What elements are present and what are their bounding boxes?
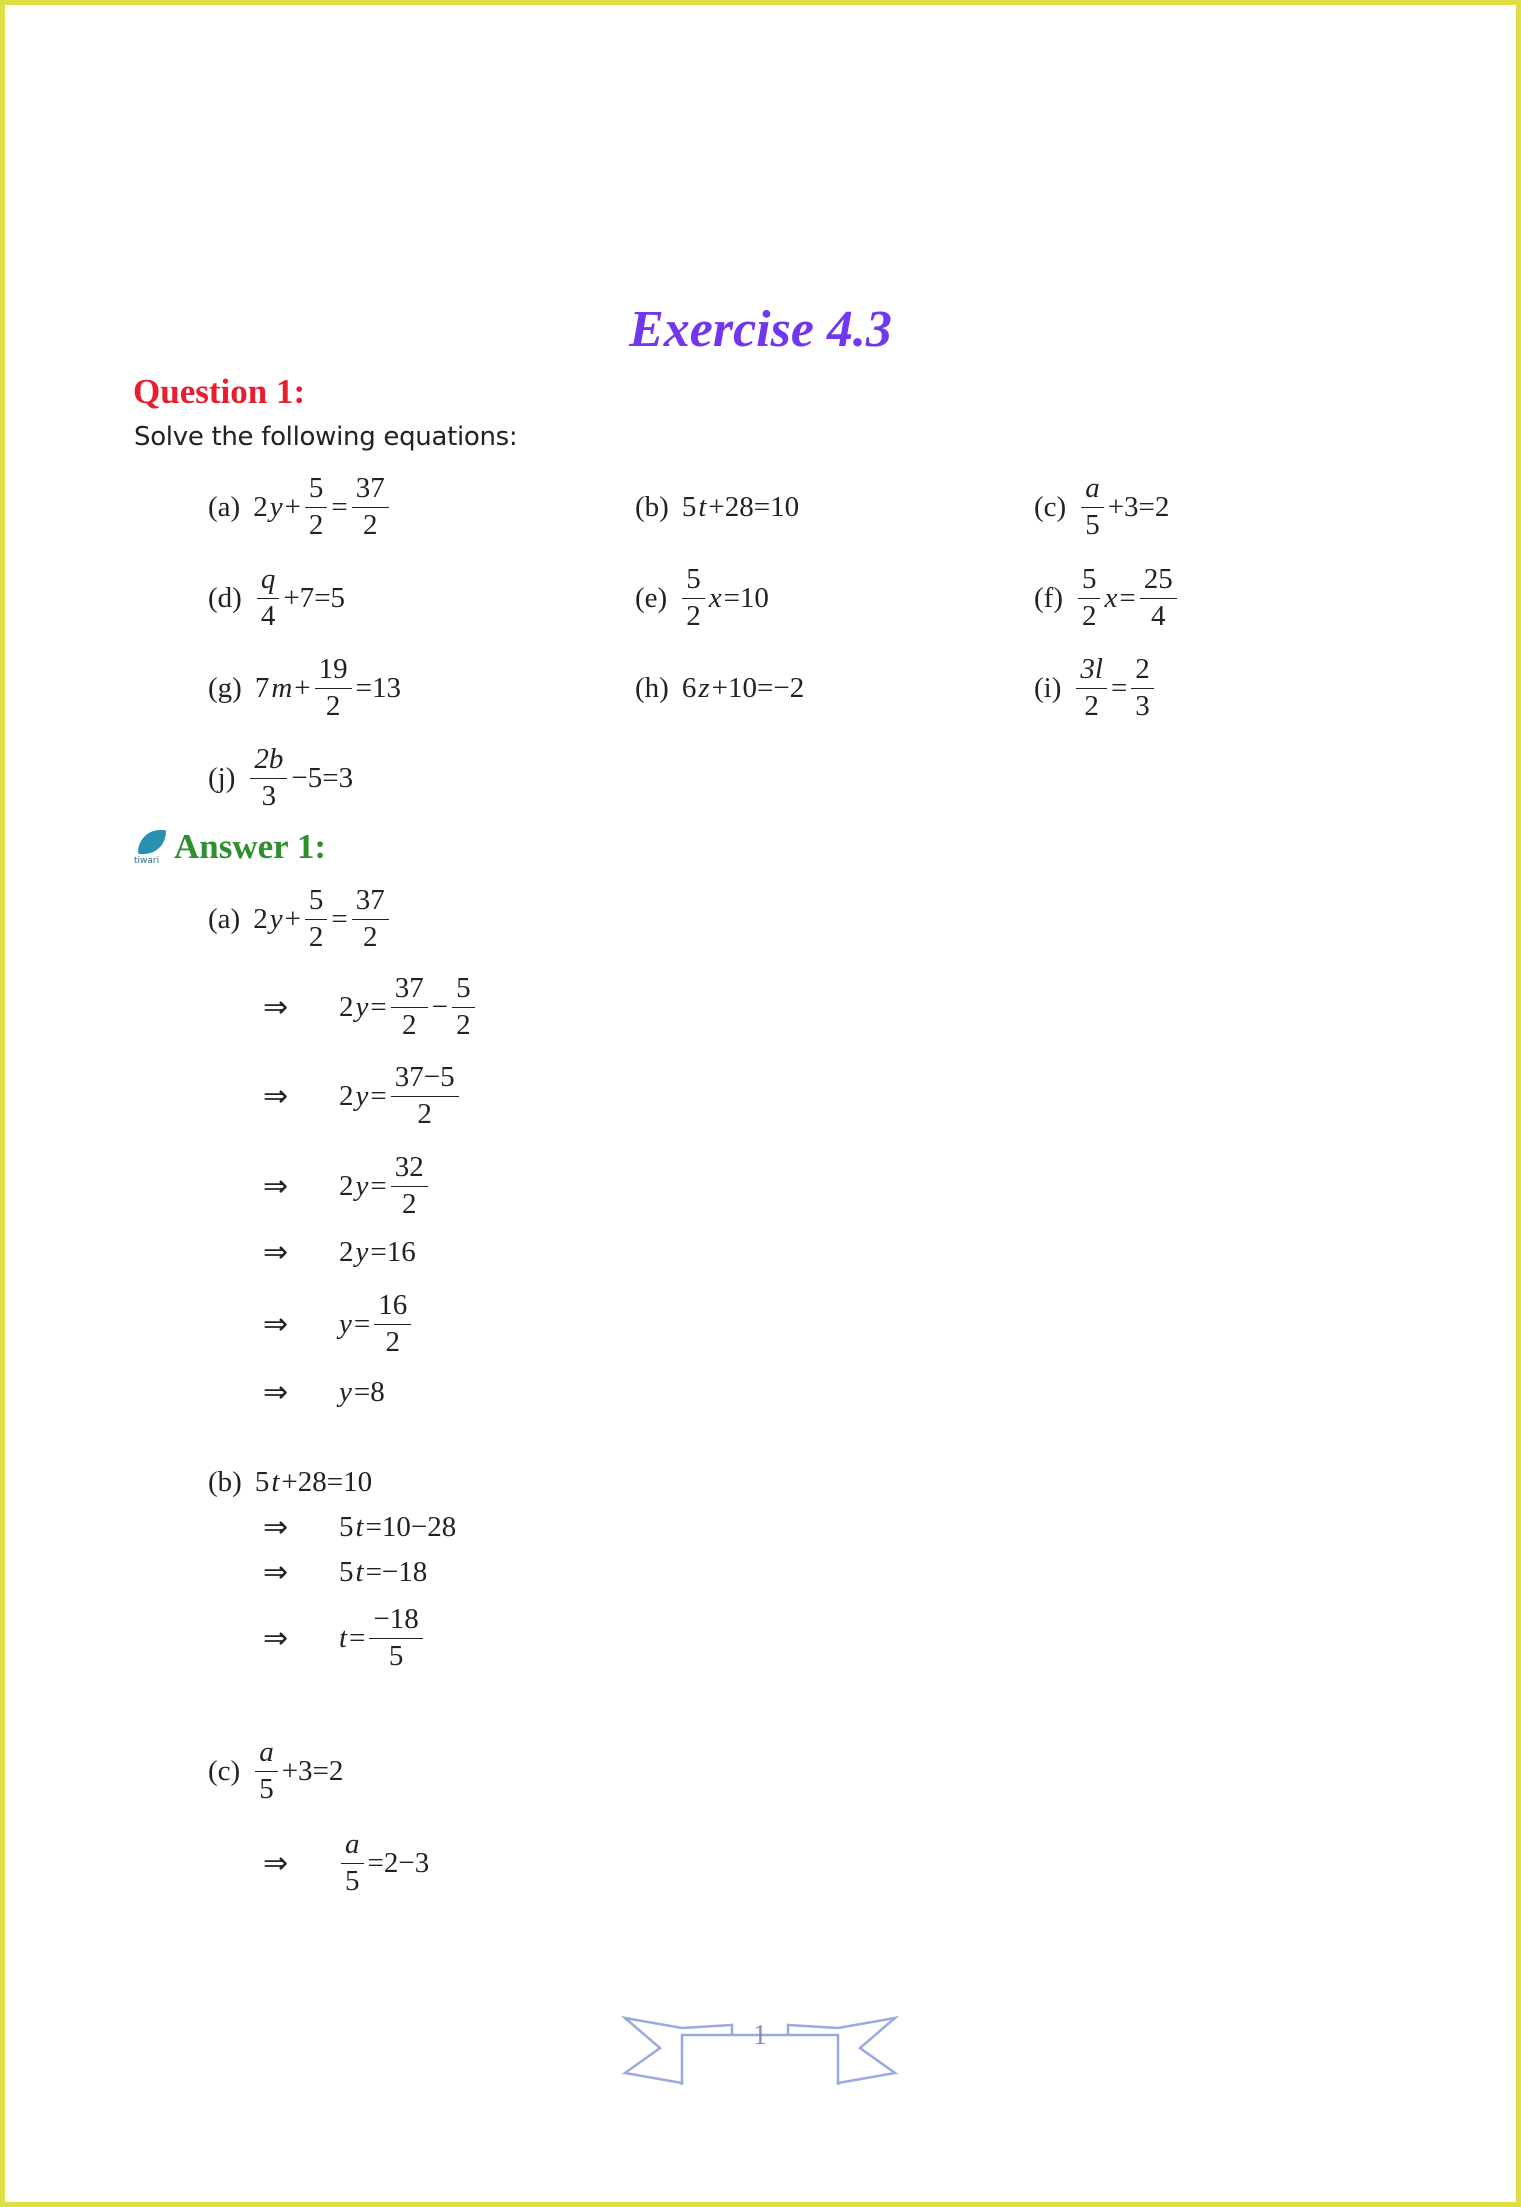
question-item xyxy=(208,553,346,643)
equation xyxy=(254,564,346,632)
equation xyxy=(681,491,800,524)
fraction-numerator: 37 xyxy=(394,972,424,1005)
exercise-title: Exercise 4.3 xyxy=(629,301,892,358)
fraction-numerator: 16 xyxy=(378,1289,408,1322)
fraction xyxy=(315,654,352,722)
equation-text: +3=2 xyxy=(1107,490,1170,523)
equation-text: + xyxy=(294,671,311,704)
fraction xyxy=(255,1737,278,1805)
equation-text: 2 xyxy=(253,902,268,935)
equation-variable: t xyxy=(355,1555,364,1588)
equation-text: −5=3 xyxy=(291,761,354,794)
equation-text: =10−28 xyxy=(365,1510,457,1543)
fraction-numerator: 5 xyxy=(1081,563,1097,596)
question-item xyxy=(208,643,402,733)
equation-variable: x xyxy=(1104,581,1118,614)
implies-arrow-icon: ⇒ xyxy=(263,1621,289,1655)
fraction xyxy=(257,564,280,632)
equation-variable: t xyxy=(339,1621,348,1654)
fraction-numerator: 37 xyxy=(355,472,385,505)
equation-variable: t xyxy=(271,1465,280,1498)
fraction-denominator: 5 xyxy=(1081,507,1104,541)
fraction-denominator: 3 xyxy=(250,778,287,812)
question-item xyxy=(208,462,392,552)
fraction xyxy=(352,473,389,541)
fraction-denominator: 2 xyxy=(305,507,328,541)
fraction-numerator: −18 xyxy=(373,1603,419,1636)
equation-variable: m xyxy=(271,671,293,704)
item-label: (c) xyxy=(1034,490,1067,523)
equation-text: = xyxy=(331,490,348,523)
equation-text: + xyxy=(284,490,301,523)
fraction-denominator: 2 xyxy=(452,1007,475,1041)
fraction xyxy=(1131,654,1154,722)
fraction-denominator: 4 xyxy=(257,598,280,632)
fraction xyxy=(1078,564,1101,632)
equation-variable: y xyxy=(339,1375,352,1408)
implies-arrow-icon: ⇒ xyxy=(263,1169,289,1203)
question-item xyxy=(208,733,354,823)
fraction-denominator: 2 xyxy=(391,1007,428,1041)
equation-text: 6 xyxy=(681,671,697,704)
fraction xyxy=(1076,654,1107,722)
fraction-numerator: a xyxy=(259,1736,274,1769)
fraction xyxy=(682,564,705,632)
fraction-denominator: 2 xyxy=(315,688,352,722)
part-label: (a) xyxy=(208,902,241,935)
equation-text: = xyxy=(331,902,348,935)
fraction-denominator: 2 xyxy=(391,1186,428,1220)
implies-arrow-icon: ⇒ xyxy=(263,1846,289,1880)
question-item xyxy=(635,553,770,643)
item-label: (g) xyxy=(208,671,242,704)
equation xyxy=(1078,473,1170,541)
implies-arrow-icon: ⇒ xyxy=(263,990,289,1024)
equation-text: +28=10 xyxy=(281,1465,373,1498)
equation xyxy=(252,473,392,541)
answer-part-header xyxy=(208,1726,344,1816)
equation xyxy=(247,744,354,812)
equation xyxy=(338,1236,417,1269)
equation-variable: t xyxy=(698,490,707,523)
equation-text: 5 xyxy=(254,1465,270,1498)
equation-text: +10=−2 xyxy=(711,671,805,704)
equation-text: 2 xyxy=(339,1079,354,1112)
fraction-denominator: 5 xyxy=(341,1863,364,1897)
equation-text: 7 xyxy=(254,671,270,704)
fraction-denominator: 5 xyxy=(255,1771,278,1805)
equation xyxy=(681,672,805,705)
fraction-numerator: a xyxy=(1085,472,1100,505)
answer-step xyxy=(263,962,663,1052)
equation xyxy=(252,1737,344,1805)
item-label: (d) xyxy=(208,581,242,614)
equation xyxy=(338,1604,426,1672)
fraction-numerator: 37−5 xyxy=(394,1061,455,1094)
equation-text: =8 xyxy=(353,1375,385,1408)
fraction xyxy=(391,1062,459,1130)
fraction-denominator: 2 xyxy=(305,919,328,953)
equation xyxy=(338,1829,430,1897)
equation-text: +7=5 xyxy=(283,581,346,614)
question-instruction: Solve the following equations: xyxy=(134,422,518,452)
tiwari-logo-icon: tiwari xyxy=(134,830,168,864)
part-label: (b) xyxy=(208,1465,242,1498)
fraction-numerator: 5 xyxy=(456,972,471,1005)
equation-variable: y xyxy=(269,490,283,523)
answer-step xyxy=(263,1347,663,1437)
equation-text: 5 xyxy=(339,1510,354,1543)
fraction xyxy=(1140,564,1177,632)
equation-variable: y xyxy=(269,902,283,935)
equation-variable: x xyxy=(708,581,722,614)
equation-variable: y xyxy=(339,1307,352,1340)
item-label: (i) xyxy=(1034,671,1062,704)
fraction-denominator: 3 xyxy=(1131,688,1154,722)
equation-text: =−18 xyxy=(365,1555,428,1588)
question-item xyxy=(1034,643,1157,733)
equation-text: =13 xyxy=(355,671,401,704)
fraction-denominator: 2 xyxy=(391,1096,459,1130)
fraction-denominator: 5 xyxy=(369,1638,422,1672)
equation xyxy=(1073,654,1156,722)
equation-text: = xyxy=(370,990,387,1023)
equation xyxy=(338,1376,386,1409)
item-label: (e) xyxy=(635,581,668,614)
fraction xyxy=(250,744,287,812)
equation-text: = xyxy=(1119,581,1136,614)
fraction-numerator: 2 xyxy=(1135,653,1150,686)
item-label: (b) xyxy=(635,490,669,523)
item-label: (h) xyxy=(635,671,669,704)
answer-part-header xyxy=(208,874,392,964)
fraction-numerator: 3l xyxy=(1080,653,1103,686)
equation-text: =16 xyxy=(370,1235,416,1268)
page-number: 1 xyxy=(753,2020,767,2051)
fraction-denominator: 4 xyxy=(1140,598,1177,632)
fraction-denominator: 2 xyxy=(1078,598,1101,632)
item-label: (f) xyxy=(1034,581,1063,614)
item-label: (j) xyxy=(208,761,236,794)
fraction-numerator: 25 xyxy=(1143,563,1173,596)
fraction-numerator: q xyxy=(260,563,276,596)
equation-text: 5 xyxy=(681,490,697,523)
part-label: (c) xyxy=(208,1754,241,1787)
implies-arrow-icon: ⇒ xyxy=(263,1307,289,1341)
equation-text: 5 xyxy=(339,1555,354,1588)
equation-text: 2 xyxy=(339,1235,354,1268)
equation-variable: y xyxy=(355,1079,369,1112)
fraction-numerator: 5 xyxy=(308,472,324,505)
equation-variable: t xyxy=(355,1510,364,1543)
equation-text: = xyxy=(349,1621,366,1654)
fraction-numerator: 19 xyxy=(318,653,348,686)
implies-arrow-icon: ⇒ xyxy=(263,1555,289,1589)
fraction-numerator: a xyxy=(345,1828,360,1861)
equation-variable: y xyxy=(355,1169,369,1202)
equation xyxy=(254,654,402,722)
equation-variable: z xyxy=(698,671,710,704)
implies-arrow-icon: ⇒ xyxy=(263,1510,289,1544)
fraction-numerator: 5 xyxy=(686,563,701,596)
answer-step xyxy=(263,1818,663,1908)
answer-heading xyxy=(134,827,326,867)
implies-arrow-icon: ⇒ xyxy=(263,1235,289,1269)
fraction-numerator: 2b xyxy=(254,743,284,776)
equation xyxy=(1075,564,1180,632)
item-label: (a) xyxy=(208,490,241,523)
question-heading: Question 1: xyxy=(133,372,306,411)
fraction-denominator: 2 xyxy=(352,919,389,953)
equation xyxy=(338,973,478,1041)
question-item xyxy=(635,643,805,733)
equation-text: = xyxy=(370,1169,387,1202)
fraction xyxy=(341,1829,364,1897)
equation xyxy=(679,564,770,632)
fraction xyxy=(391,973,428,1041)
fraction xyxy=(305,885,328,953)
question-item xyxy=(635,462,800,552)
fraction xyxy=(452,973,475,1041)
equation xyxy=(338,1062,462,1130)
equation-text: 2 xyxy=(339,990,354,1023)
implies-arrow-icon: ⇒ xyxy=(263,1375,289,1409)
fraction-numerator: 37 xyxy=(355,884,385,917)
answer-step xyxy=(263,1051,663,1141)
equation-text: 2 xyxy=(253,490,268,523)
implies-arrow-icon: ⇒ xyxy=(263,1079,289,1113)
equation xyxy=(252,885,392,953)
fraction-numerator: 32 xyxy=(394,1151,424,1184)
fraction xyxy=(1081,473,1104,541)
equation-text: +3=2 xyxy=(281,1754,344,1787)
fraction xyxy=(352,885,389,953)
fraction-denominator: 2 xyxy=(682,598,705,632)
equation-text: = xyxy=(370,1079,387,1112)
equation-text: 2 xyxy=(339,1169,354,1202)
question-item xyxy=(1034,462,1170,552)
fraction-denominator: 2 xyxy=(374,1324,411,1358)
fraction xyxy=(305,473,328,541)
equation-text: =10 xyxy=(723,581,769,614)
equation xyxy=(338,1556,428,1589)
question-item xyxy=(1034,553,1180,643)
fraction-numerator: 5 xyxy=(308,884,324,917)
equation-text: − xyxy=(431,990,449,1023)
equation-text: + xyxy=(284,902,301,935)
equation-text: = xyxy=(353,1307,371,1340)
equation-text: +28=10 xyxy=(708,490,800,523)
equation-text: = xyxy=(1110,671,1128,704)
fraction-denominator: 2 xyxy=(1076,688,1107,722)
fraction xyxy=(369,1604,422,1672)
answer-step xyxy=(263,1593,663,1683)
equation-variable: y xyxy=(355,990,369,1023)
answer-heading-text: Answer 1: xyxy=(174,827,326,866)
equation-variable: y xyxy=(355,1235,369,1268)
fraction-denominator: 2 xyxy=(352,507,389,541)
equation-text: =2−3 xyxy=(367,1846,430,1879)
